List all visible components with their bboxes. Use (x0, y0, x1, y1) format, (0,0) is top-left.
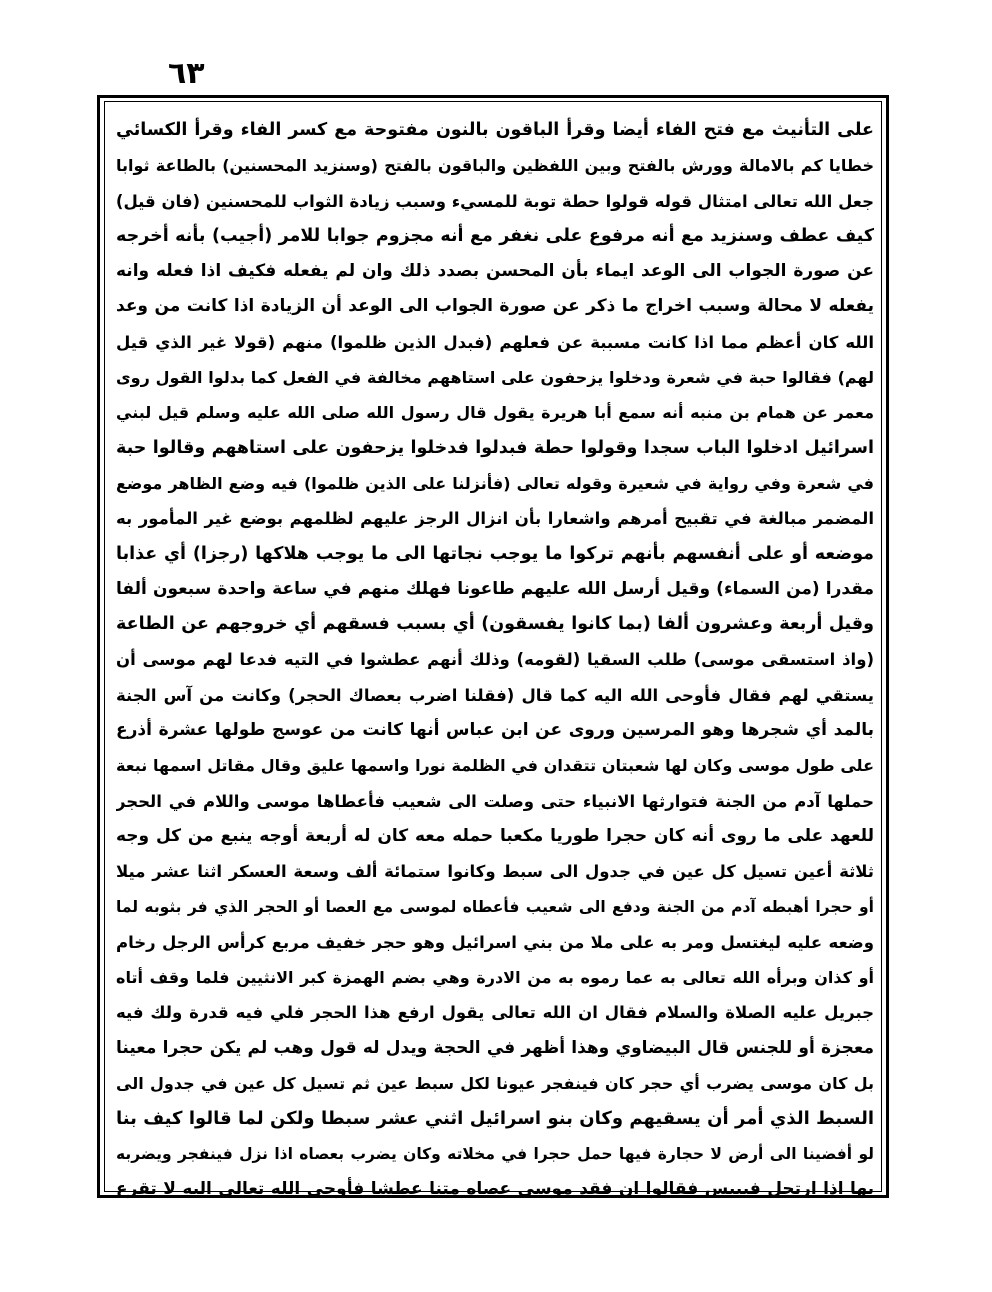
text-line: كيف عطف وسنزيد مع أنه مرفوع على نغفر مع أنه مجزوم جوابا للامر (أجيب) بأنه أخرجه (116, 225, 874, 246)
text-line: الله كان أعظم مما اذا كانت مسببة عن فعلهم (فبدل الذين ظلموا) منهم (قولا غير الذي قيل (116, 332, 874, 352)
text-line: يستقي لهم فقال فأوحى الله اليه كما قال (فقلنا اضرب بعصاك الحجر) وكانت من آس الجنة (116, 685, 874, 705)
text-line: جعل الله تعالى امتثال قوله قولوا حطة توبة للمسيء وسبب زيادة الثواب للمحسنين (فان قيل) (116, 191, 874, 211)
text-line: ثلاثة أعين تسيل كل عين في جدول الى سبط وكانوا ستمائة ألف وسعة العسكر اثنا عشر ميلا (116, 862, 874, 882)
text-line: بل كان موسى يضرب أي حجر كان فينفجر عيونا لكل سبط عين ثم تسيل كل عين في جدول الى (116, 1074, 874, 1094)
text-line: على التأنيث مع فتح الفاء أيضا وقرأ الباقون بالنون مفتوحة مع كسر الفاء وقرأ الكسائي (116, 120, 874, 140)
text-line: أو كذان وبرأه الله تعالى به عما رموه به من الادرة وهي بضم الهمزة كبر الانثيين فلما وقف أتاه (116, 968, 874, 988)
text-line: حملها آدم من الجنة فتوارثها الانبياء حتى وصلت الى شعيب فأعطاها موسى واللام في الحجر (116, 791, 874, 811)
text-line: معجزة أو للجنس قال البيضاوي وهذا أظهر في الحجة ويدل له قول وهب لم يكن حجرا معينا (116, 1037, 874, 1058)
text-line: عن صورة الجواب الى الوعد ايماء بأن المحسن بصدد ذلك وان لم يفعله فكيف اذا فعله وانه (116, 261, 874, 282)
text-line: بالمد أي شجرها وهو المرسين وروى عن ابن عباس أنها كانت من عوسج طولها عشرة أذرع (116, 720, 874, 741)
text-line: في شعرة وفي رواية في شعيرة وقوله تعالى (فأنزلنا على الذين ظلموا) فيه وضع الظاهر موضع (116, 473, 874, 493)
text-line: اسرائيل ادخلوا الباب سجدا وقولوا حطة فبدلوا فدخلوا يزحفون على استاههم وقالوا حبة (116, 437, 874, 458)
text-line: (واذ استسقى موسى) طلب السقيا (لقومه) وذلك أنهم عطشوا في التيه فدعا لهم موسى أن (116, 650, 874, 670)
text-line: أو حجرا أهبطه آدم من الجنة ودفع الى شعيب فأعطاه لموسى مع العصا أو الحجر الذي فر بثوبه لما (116, 897, 874, 916)
text-line: جبريل عليه الصلاة والسلام فقال ان الله تعالى يقول ارفع هذا الحجر فلي فيه قدرة ولك فيه (116, 1003, 874, 1023)
text-line: السبط الذي أمر أن يسقيهم وكان بنو اسرائيل اثني عشر سبطا ولكن لما قالوا كيف بنا (116, 1108, 874, 1130)
text-line: خطايا كم بالامالة وورش بالفتح وبين اللفظين والباقون بالفتح (وسنزيد المحسنين) بالطاعة ثوابا (116, 156, 874, 176)
text-line: وقيل أربعة وعشرون ألفا (بما كانوا يفسقون) أي بسبب فسقهم أي خروجهم عن الطاعة (116, 614, 874, 635)
text-block (116, 113, 874, 1207)
text-line: معمر عن همام بن منبه أنه سمع أبا هريرة يقول قال رسول الله صلى الله عليه وسلم قيل لبني (116, 403, 874, 423)
text-line: بها اذا ارتحل فييبس فقالوا ان فقد موسى عصاه متنا عطشا فأوحى الله تعالى اليه لا تقرع (116, 1178, 874, 1199)
text-line: للعهد على ما روى أنه كان حجرا طوريا مكعبا حمله معه كان له أربعة أوجه ينبع من كل وجه (116, 825, 874, 846)
text-line: لهم) فقالوا حبة في شعرة ودخلوا يزحفون على استاههم مخالفة في الفعل كما بدلوا القول روى (116, 368, 874, 388)
page-number: ٦٣ (168, 56, 205, 91)
text-line: مقدرا (من السماء) وقيل أرسل الله عليهم طاعونا فهلك منهم في ساعة واحدة سبعون ألفا (116, 578, 874, 599)
text-line: يفعله لا محالة وسبب اخراج ما ذكر عن صورة الجواب الى الوعد أن الزيادة اذا كانت من وعد (116, 296, 874, 317)
text-line: موضعه أو على أنفسهم بأنهم تركوا ما يوجب نجاتها الى ما يوجب هلاكها (رجزا) أي عذابا (116, 543, 874, 564)
text-line: لو أفضينا الى أرض لا حجارة فيها حمل حجرا في مخلاته وكان يضرب بعصاه اذا نزل فينفجر ويضربه (116, 1144, 874, 1163)
text-line: وضعه عليه ليغتسل ومر به على ملا من بني اسرائيل وهو حجر خفيف مربع كرأس الرجل رخام (116, 932, 874, 952)
text-line: المضمر مبالغة في تقبيح أمرهم واشعارا بأن انزال الرجز عليهم لظلمهم بوضع غير المأمور به (116, 509, 874, 529)
text-line: على طول موسى وكان لها شعبتان تتقدان في الظلمة نورا واسمها عليق وقال مقاتل اسمها نبعة (116, 756, 874, 776)
